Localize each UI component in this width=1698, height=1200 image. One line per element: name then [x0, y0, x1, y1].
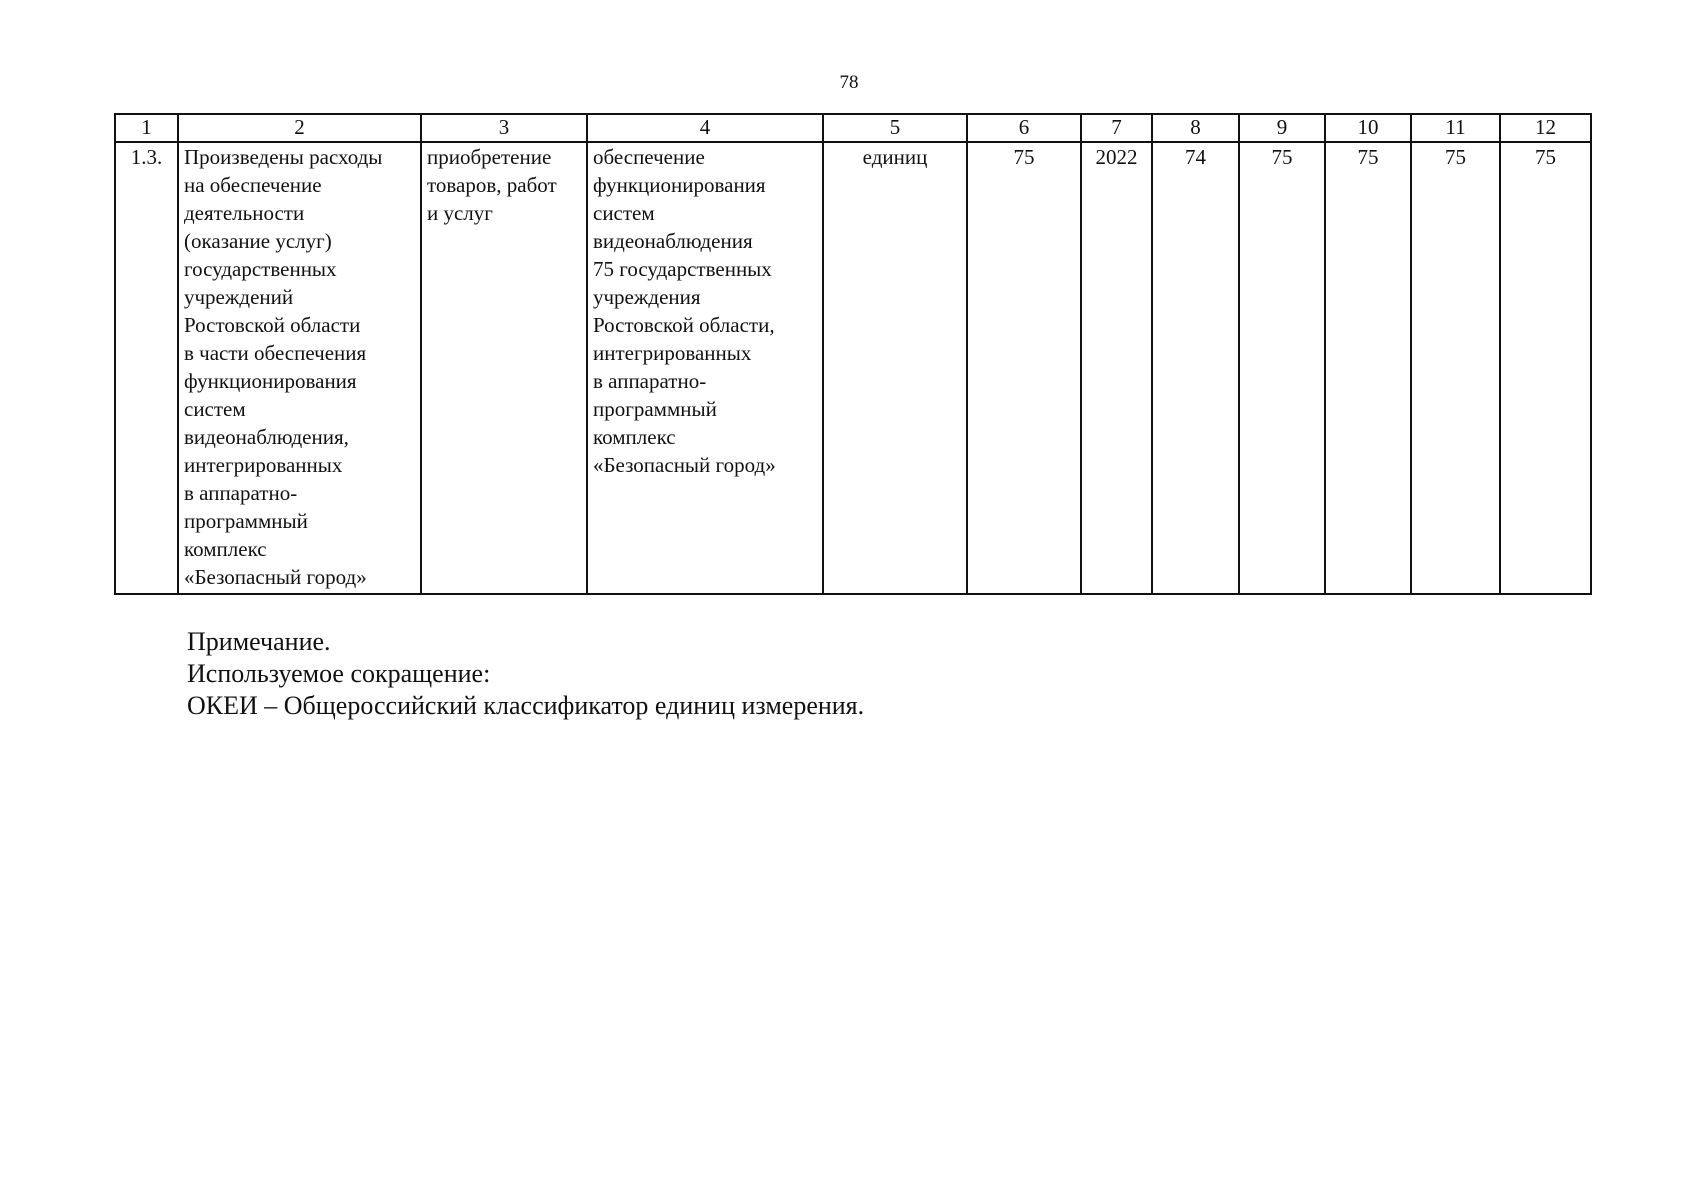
column-number: 8	[1152, 114, 1239, 142]
note-title: Примечание.	[187, 627, 331, 656]
note-line: ОКЕИ – Общероссийский классификатор единиц измерения.	[187, 691, 865, 720]
table-row	[115, 142, 1591, 594]
expense-description-cell: Произведены расходы на обеспечение деятельности (оказание услуг) государственных учреждений Ростовской области в части обеспечения функционирования систем видеонаблюдения, интегрированных в аппаратно- программный комплекс «Безопасный город»	[178, 142, 421, 594]
value-cell: 75	[1239, 142, 1325, 594]
value-cell: 74	[1152, 142, 1239, 594]
value-cell: 75	[1500, 142, 1591, 594]
note-line: Используемое сокращение:	[187, 659, 491, 688]
column-number: 4	[587, 114, 823, 142]
unit-cell: единиц	[823, 142, 967, 594]
value-cell: 75	[1325, 142, 1411, 594]
year-cell: 2022	[1081, 142, 1152, 594]
result-description-cell: обеспечение функционирования систем видеонаблюдения 75 государственных учреждения Ростовской области, интегрированных в аппаратно- программный комплекс «Безопасный город»	[587, 142, 823, 594]
column-number: 7	[1081, 114, 1152, 142]
column-number: 5	[823, 114, 967, 142]
row-number-cell: 1.3.	[115, 142, 178, 594]
table-header-row	[115, 114, 1591, 142]
column-number: 10	[1325, 114, 1411, 142]
note-block	[187, 626, 864, 722]
column-number: 11	[1411, 114, 1500, 142]
column-number: 3	[421, 114, 587, 142]
expense-type-cell: приобретение товаров, работ и услуг	[421, 142, 587, 594]
value-cell: 75	[1411, 142, 1500, 594]
indicator-table	[114, 113, 1592, 595]
page-number: 78	[839, 72, 859, 93]
column-number: 12	[1500, 114, 1591, 142]
column-number: 2	[178, 114, 421, 142]
column-number: 6	[967, 114, 1081, 142]
column-number: 9	[1239, 114, 1325, 142]
value-cell: 75	[967, 142, 1081, 594]
column-number: 1	[115, 114, 178, 142]
